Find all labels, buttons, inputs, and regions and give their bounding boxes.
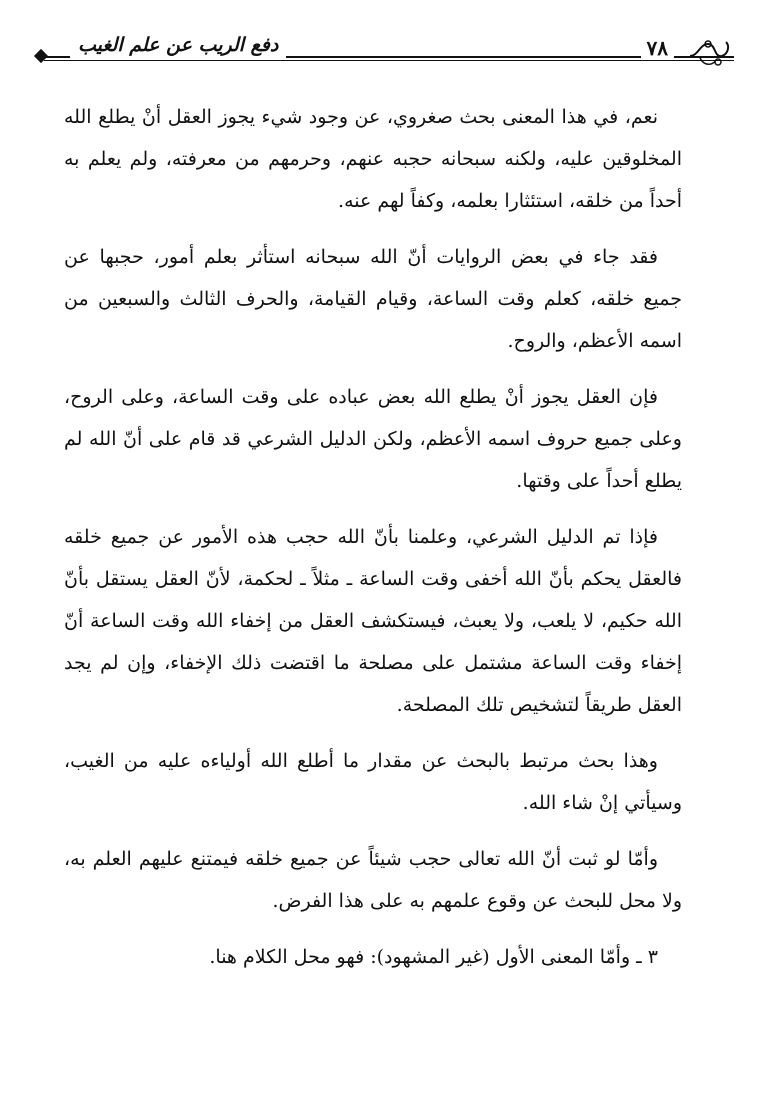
paragraph: فإن العقل يجوز أنْ يطلع الله بعض عباده على وقت الساعة، وعلى الروح، وعلى جميع حروف اسمه الأعظم، ولكن الدليل الشرعي قد قام على أنّ الله لم يطلع أحداً على وقتها. <box>64 386 682 492</box>
page-number: ٧٨ <box>641 36 674 60</box>
page-body <box>64 96 682 992</box>
paragraph: نعم، في هذا المعنى بحث صغروي، عن وجود شيء يجوز العقل أنْ يطلع الله المخلوقين عليه، ولكنه سبحانه حجبه عنهم، وحرمهم من معرفته، ولم يعلم به أحداً من خلقه، استئثارا بعلمه، وكفاً لهم عنه. <box>64 106 682 212</box>
paragraph: فإذا تم الدليل الشرعي، وعلمنا بأنّ الله حجب هذه الأمور عن جميع خلقه فالعقل يحكم بأنّ الله أخفى وقت الساعة ـ مثلاً ـ لحكمة، لأنّ العقل يستقل بأنّ الله حكيم، لا يلعب، ولا يعبث، فيستكشف العقل من إخفاء الله وقت الساعة أنّ إخفاء وقت الساعة مشتمل على مصلحة ما اقتضت ذلك الإخفاء، وإن لم يجد العقل طريقاً لتشخيص تلك المصلحة. <box>64 526 682 716</box>
running-title: دفع الريب عن علم الغيب <box>70 34 286 58</box>
paragraph: ٣ ـ وأمّا المعنى الأول (غير المشهود): فهو محل الكلام هنا. <box>209 946 658 968</box>
header-rule-thin <box>44 60 734 61</box>
paragraph: فقد جاء في بعض الروايات أنّ الله سبحانه استأثر بعلم أمور، حجبها عن جميع خلقه، كعلم وقت الساعة، وقيام القيامة، والحرف الثالث والسبعين من اسمه الأعظم، والروح. <box>64 246 682 352</box>
paragraph: وهذا بحث مرتبط بالبحث عن مقدار ما أطلع الله أولياءه عليه من الغيب، وسيأتي إنْ شاء الله. <box>64 750 682 814</box>
paragraph: وأمّا لو ثبت أنّ الله تعالى حجب شيئاً عن جميع خلقه فيمتنع عليهم العلم به، ولا محل للبحث عن وقوع علمهم به على هذا الفرض. <box>64 848 682 912</box>
page-header <box>30 34 734 74</box>
floral-ornament-icon <box>686 34 734 70</box>
